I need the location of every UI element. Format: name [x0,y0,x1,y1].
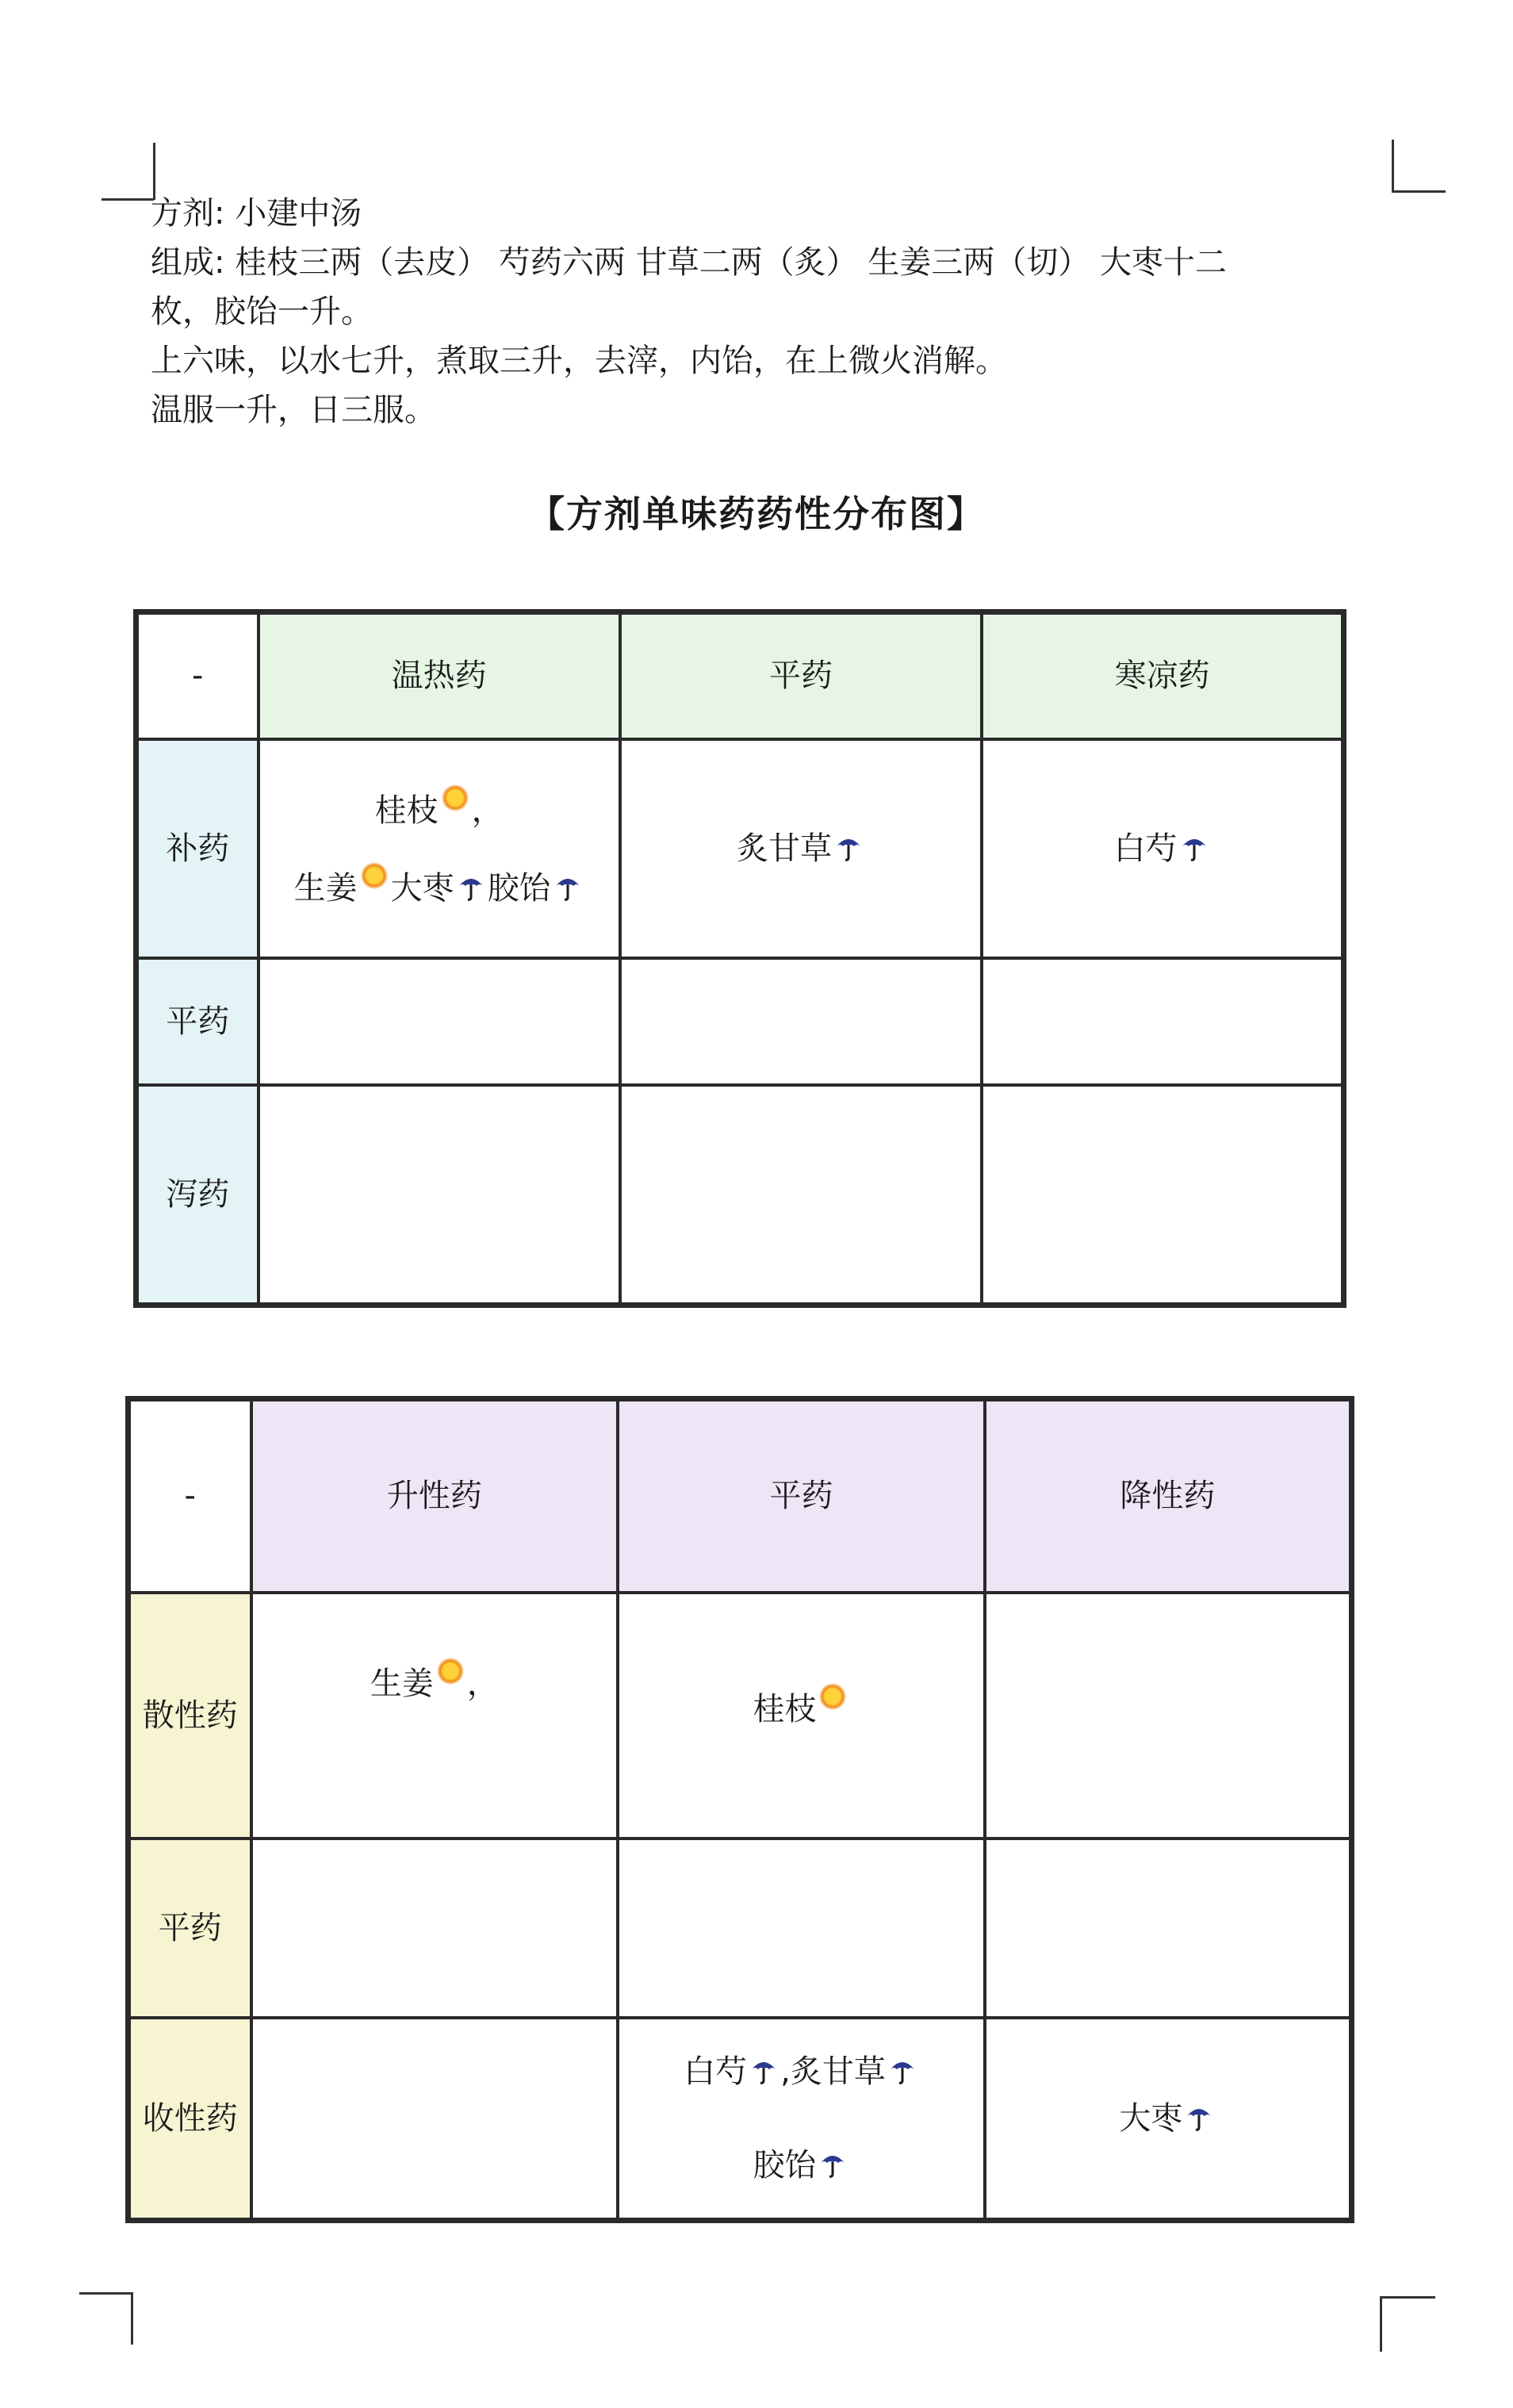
table-cell [982,1085,1343,1306]
separator: ， [471,792,504,829]
column-header-cold: 寒凉药 [982,612,1343,739]
row-header-dispersing: 散性药 [128,1593,251,1839]
sun-icon [442,784,469,811]
umbrella-icon [889,2057,916,2085]
herb-name: 生姜 [370,1665,434,1702]
umbrella-icon [458,873,485,902]
table-cell [251,1839,619,2018]
umbrella-icon [554,873,581,902]
column-header-ascending: 升性药 [251,1399,619,1593]
herb-name: 白芍 [1113,830,1178,867]
formula-composition: 组成: 桂枝三两（去皮） 芍药六两 甘草二两（炙） 生姜三两（切） 大枣十二 [151,244,1228,281]
row-header-neutral: 平药 [128,1839,251,2018]
herb-name: 胶饴 [487,869,551,907]
table-cell [251,2018,619,2221]
row-header-tonify: 补药 [136,739,259,958]
herb-name: 生姜 [293,869,358,907]
crop-mark [1392,140,1394,192]
separator: , [780,2053,791,2090]
table-cell [985,2018,1352,2221]
crop-mark [1380,2296,1382,2352]
row-header-purge: 泻药 [136,1085,259,1306]
umbrella-icon [819,2150,846,2179]
herb-name: 大枣 [390,869,454,907]
herb-name: 炙甘草 [736,830,832,867]
herb-name: 桂枝 [753,1690,817,1727]
table-cell [618,1839,985,2018]
herb-name: 白芍 [684,2053,748,2090]
column-header-warm: 温热药 [259,612,620,739]
table-cell [985,1593,1352,1839]
table-cell [982,958,1343,1085]
corner-cell: - [128,1399,251,1593]
column-header-neutral: 平药 [620,612,982,739]
table-cell [620,958,982,1085]
table-cell [259,958,620,1085]
movement-distribution-table [125,1396,1354,2223]
column-header-descending: 降性药 [985,1399,1352,1593]
table-cell [251,1593,619,1839]
formula-dosage: 温服一升，日三服。 [151,392,436,428]
formula-name: 方剂: 小建中汤 [151,195,362,232]
umbrella-icon [750,2057,777,2085]
column-header-neutral: 平药 [618,1399,985,1593]
umbrella-icon [1186,2103,1212,2132]
table-cell [620,739,982,958]
corner-cell: - [136,612,259,739]
crop-mark [131,2292,133,2345]
herb-name: 胶饴 [753,2146,817,2184]
umbrella-icon [1181,834,1208,862]
nature-distribution-table [133,609,1346,1308]
herb-name: 大枣 [1119,2099,1183,2137]
crop-mark [1380,2296,1435,2299]
separator: ， [466,1665,499,1702]
crop-mark [102,198,154,201]
formula-header [151,189,1419,435]
sun-icon [361,862,388,889]
herb-name: 炙甘草 [790,2053,886,2090]
table-cell [259,739,620,958]
table-cell [985,1839,1352,2018]
sun-icon [437,1658,464,1685]
page-title: 【方剂单味药药性分布图】 [528,493,985,535]
table-cell [618,1593,985,1839]
table-cell [259,1085,620,1306]
table-cell [618,2018,985,2221]
formula-method: 上六味，以水七升，煮取三升，去滓，内饴，在上微火消解。 [151,343,1007,379]
table-cell [620,1085,982,1306]
sun-icon [819,1683,846,1710]
formula-composition-cont: 枚，胶饴一升。 [151,293,373,330]
herb-name: 桂枝 [374,792,439,829]
row-header-neutral: 平药 [136,958,259,1085]
table-cell [982,739,1343,958]
crop-mark [79,2292,132,2295]
umbrella-icon [835,834,862,862]
row-header-astringing: 收性药 [128,2018,251,2221]
